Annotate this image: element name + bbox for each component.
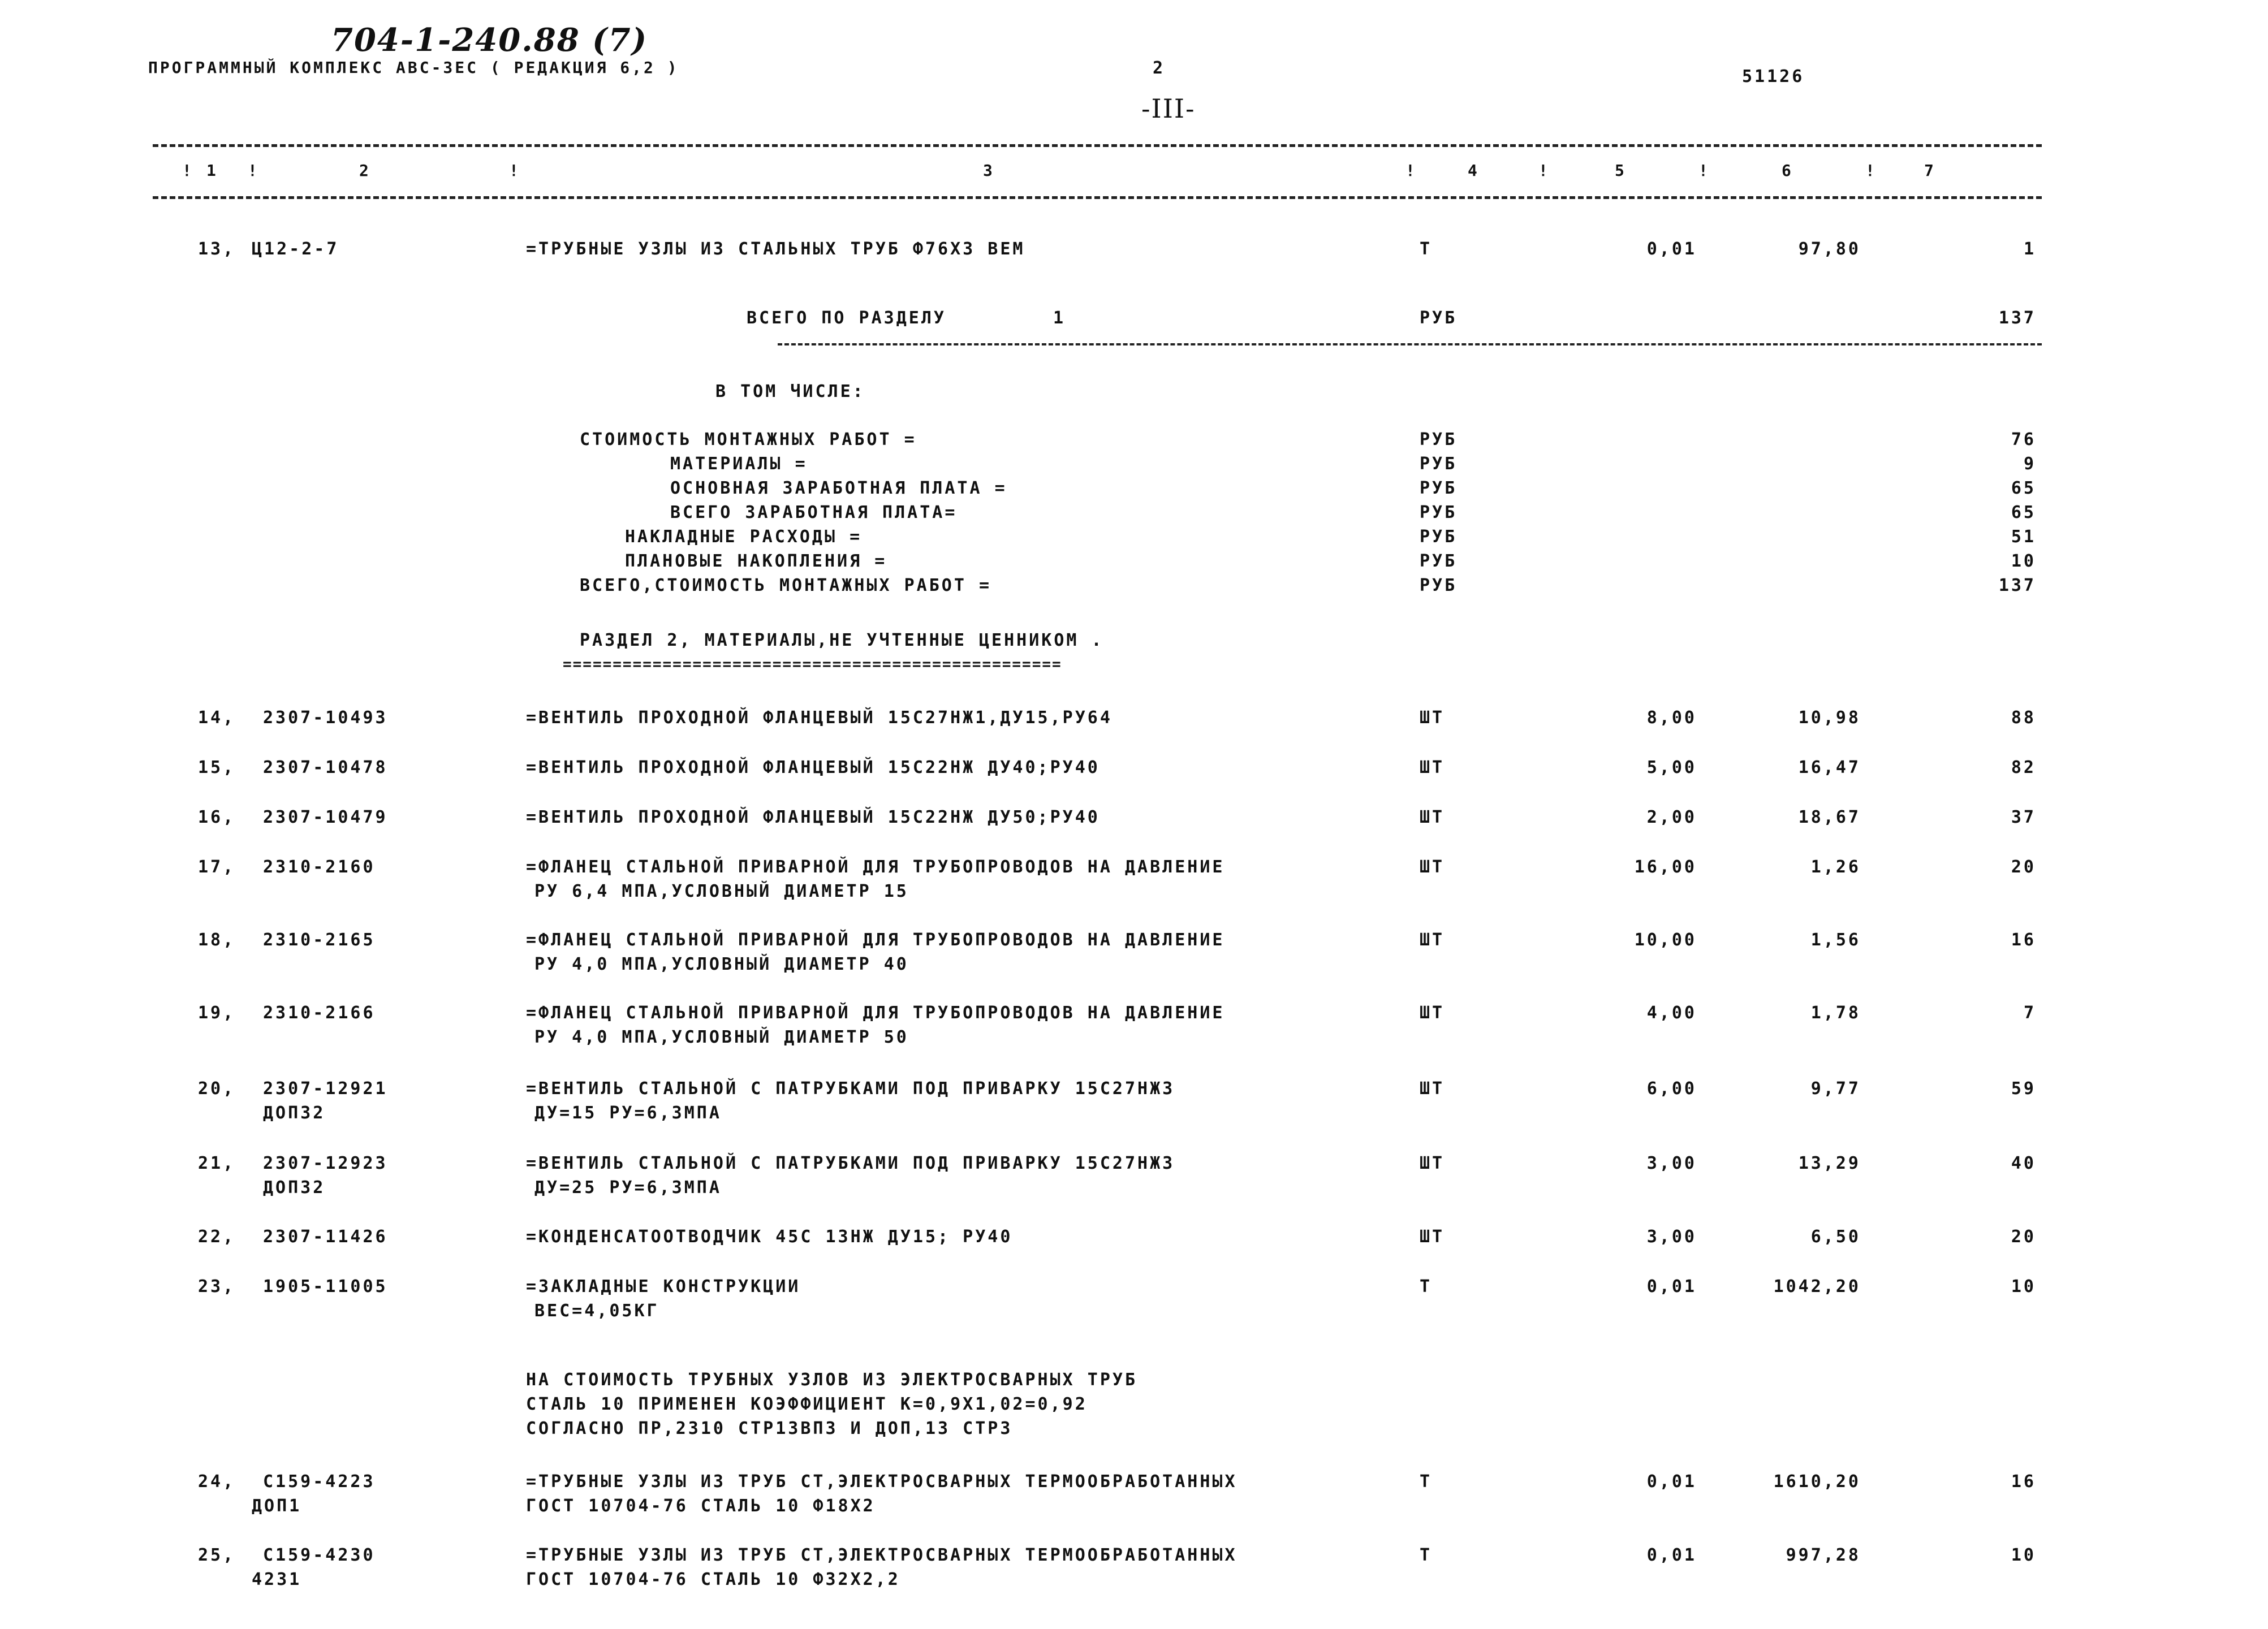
row-description: =ВЕНТИЛЬ ПРОХОДНОЙ ФЛАНЦЕВЫЙ 15С22НЖ ДУ40;РУ40 [526,758,1100,777]
doc-number: 51126 [1742,67,1805,87]
section-total-label: ВСЕГО ПО РАЗДЕЛУ [747,308,946,328]
row-quantity: 3,00 [1646,1153,1697,1173]
row-unit: ШТ [1420,857,1445,877]
row-code: 2310-2166 [263,1003,376,1023]
including-label: В ТОМ ЧИСЛЕ: [715,382,865,401]
col-sep: ! [1405,161,1415,180]
cost-unit: РУБ [1420,503,1458,522]
page-small: 2 [1153,58,1166,78]
col-sep: ! [1538,161,1548,180]
row-price: 18,67 [1798,807,1861,827]
section-total-unit: РУБ [1420,308,1458,328]
row-code: 2307-10478 [263,758,388,777]
row-total: 59 [2011,1079,2036,1099]
row-unit: Т [1420,1277,1433,1297]
col-sep: ! [248,161,257,180]
program-line: ПРОГРАММНЫЙ КОМПЛЕКС АВС-3ЕС ( РЕДАКЦИЯ 6,2 ) [148,58,679,77]
row-total: 37 [2011,807,2036,827]
row-description-continued: РУ 6,4 МПА,УСЛОВНЫЙ ДИАМЕТР 15 [534,882,909,901]
cost-label: СТОИМОСТЬ МОНТАЖНЫХ РАБОТ = [580,430,917,450]
row-code: 2307-10479 [263,807,388,827]
row-unit: Т [1420,1472,1433,1492]
row-price: 997,28 [1786,1545,1861,1565]
row-code: 2307-11426 [263,1227,388,1247]
row-price: 1042,20 [1773,1277,1861,1297]
row-quantity: 10,00 [1634,930,1697,950]
cost-unit: РУБ [1420,551,1458,571]
row-number: 20, [198,1079,236,1099]
row-number: 25, [198,1545,236,1565]
row-quantity: 0,01 [1646,239,1697,259]
row-price: 97,80 [1798,239,1861,259]
cost-label: ВСЕГО ЗАРАБОТНАЯ ПЛАТА= [670,503,958,522]
row-description: =ТРУБНЫЕ УЗЛЫ ИЗ ТРУБ СТ,ЭЛЕКТРОСВАРНЫХ ТЕРМООБРАБОТАННЫХ [526,1545,1238,1565]
row-number: 23, [198,1277,236,1297]
cost-label: ПЛАНОВЫЕ НАКОПЛЕНИЯ = [625,551,887,571]
row-total: 16 [2011,930,2036,950]
row-quantity: 5,00 [1646,758,1697,777]
row-description-continued: ГОСТ 10704-76 СТАЛЬ 10 Ф18Х2 [526,1496,876,1516]
row-total: 88 [2011,708,2036,728]
row-description: =КОНДЕНСАТООТВОДЧИК 45С 13НЖ ДУ15; РУ40 [526,1227,1013,1247]
row-price: 10,98 [1798,708,1861,728]
row-code: 2307-12921 [263,1079,388,1099]
row-unit: ШТ [1420,807,1445,827]
col-sep: ! [509,161,519,180]
cost-unit: РУБ [1420,478,1458,498]
row-number: 17, [198,857,236,877]
row-code: 2307-10493 [263,708,388,728]
handwritten-code: 704-1-240.88 (7) [331,21,648,59]
cost-unit: РУБ [1420,454,1458,474]
cost-label: ВСЕГО,СТОИМОСТЬ МОНТАЖНЫХ РАБОТ = [580,576,992,595]
header-top-separator [153,144,2042,147]
section-total-value: 137 [1998,308,2036,328]
row-code: 1905-11005 [263,1277,388,1297]
row-quantity: 16,00 [1634,857,1697,877]
row-quantity: 3,00 [1646,1227,1697,1247]
row-price: 13,29 [1798,1153,1861,1173]
row-code: Ц12-2-7 [252,239,339,259]
row-unit: ШТ [1420,1003,1445,1023]
row-description: =ВЕНТИЛЬ ПРОХОДНОЙ ФЛАНЦЕВЫЙ 15С27НЖ1,ДУ15,РУ64 [526,708,1113,728]
row-total: 20 [2011,1227,2036,1247]
row-price: 1,78 [1810,1003,1861,1023]
row-description-continued: ДУ=15 РУ=6,3МПА [534,1103,722,1123]
header-bottom-separator [153,196,2042,199]
row-quantity: 8,00 [1646,708,1697,728]
row-code-continued: 4231 [252,1570,302,1589]
row-code-continued: ДОП32 [263,1178,326,1198]
row-code-continued: ДОП32 [263,1103,326,1123]
row-number: 19, [198,1003,236,1023]
cost-value: 137 [1998,576,2036,595]
row-unit: ШТ [1420,708,1445,728]
column-number-4: 4 [1468,161,1477,180]
note-line: СОГЛАСНО ПР,2310 СТР13ВП3 И ДОП,13 СТР3 [526,1419,1013,1438]
row-description: =ФЛАНЕЦ СТАЛЬНОЙ ПРИВАРНОЙ ДЛЯ ТРУБОПРОВОДОВ НА ДАВЛЕНИЕ [526,930,1225,950]
row-unit: ШТ [1420,1153,1445,1173]
col-sep: ! [1865,161,1875,180]
row-description: =ЗАКЛАДНЫЕ КОНСТРУКЦИИ [526,1277,801,1297]
row-total: 7 [2023,1003,2036,1023]
cost-unit: РУБ [1420,527,1458,547]
cost-value: 76 [2011,430,2036,450]
row-number: 24, [198,1472,236,1492]
row-description: =ВЕНТИЛЬ ПРОХОДНОЙ ФЛАНЦЕВЫЙ 15С22НЖ ДУ50;РУ40 [526,807,1100,827]
row-code: С159-4223 [263,1472,376,1492]
row-price: 1,26 [1810,857,1861,877]
row-number: 22, [198,1227,236,1247]
row-code-continued: ДОП1 [252,1496,302,1516]
cost-label: НАКЛАДНЫЕ РАСХОДЫ = [625,527,863,547]
row-price: 9,77 [1810,1079,1861,1099]
row-description: =ТРУБНЫЕ УЗЛЫ ИЗ СТАЛЬНЫХ ТРУБ Ф76Х3 ВЕМ [526,239,1025,259]
row-total: 10 [2011,1277,2036,1297]
row-number: 16, [198,807,236,827]
section-total-number: 1 [1053,308,1066,328]
column-number-2: 2 [359,161,369,180]
row-quantity: 0,01 [1646,1277,1697,1297]
row-number: 14, [198,708,236,728]
row-price: 1610,20 [1773,1472,1861,1492]
row-description-continued: РУ 4,0 МПА,УСЛОВНЫЙ ДИАМЕТР 40 [534,954,909,974]
row-quantity: 6,00 [1646,1079,1697,1099]
row-description: =ТРУБНЫЕ УЗЛЫ ИЗ ТРУБ СТ,ЭЛЕКТРОСВАРНЫХ ТЕРМООБРАБОТАННЫХ [526,1472,1238,1492]
row-description-continued: ВЕС=4,05КГ [534,1301,659,1321]
page-roman: -III- [1141,93,1196,124]
row-code: 2310-2165 [263,930,376,950]
row-description: =ВЕНТИЛЬ СТАЛЬНОЙ С ПАТРУБКАМИ ПОД ПРИВАРКУ 15С27НЖ3 [526,1079,1175,1099]
row-total: 16 [2011,1472,2036,1492]
column-number-7: 7 [1924,161,1934,180]
section2-title: РАЗДЕЛ 2, МАТЕРИАЛЫ,НЕ УЧТЕННЫЕ ЦЕННИКОМ . [580,630,1104,650]
cost-value: 9 [2023,454,2036,474]
section2-underline: ================================================== [563,656,1062,673]
col-sep: ! [182,161,192,180]
cost-unit: РУБ [1420,576,1458,595]
row-unit: ШТ [1420,1079,1445,1099]
row-price: 1,56 [1810,930,1861,950]
row-price: 16,47 [1798,758,1861,777]
row-quantity: 0,01 [1646,1472,1697,1492]
row-code: 2307-12923 [263,1153,388,1173]
cost-value: 51 [2011,527,2036,547]
row-unit: ШТ [1420,758,1445,777]
column-number-6: 6 [1782,161,1791,180]
row-description-continued: ГОСТ 10704-76 СТАЛЬ 10 Ф32Х2,2 [526,1570,900,1589]
row-unit: Т [1420,239,1433,259]
row-number: 18, [198,930,236,950]
row-description-continued: ДУ=25 РУ=6,3МПА [534,1178,722,1198]
row-total: 10 [2011,1545,2036,1565]
row-description: =ФЛАНЕЦ СТАЛЬНОЙ ПРИВАРНОЙ ДЛЯ ТРУБОПРОВОДОВ НА ДАВЛЕНИЕ [526,1003,1225,1023]
row-number: 13, [198,239,236,259]
row-description: =ВЕНТИЛЬ СТАЛЬНОЙ С ПАТРУБКАМИ ПОД ПРИВАРКУ 15С27НЖ3 [526,1153,1175,1173]
section-total-separator [778,343,2042,345]
row-total: 40 [2011,1153,2036,1173]
row-unit: ШТ [1420,930,1445,950]
row-total: 82 [2011,758,2036,777]
col-sep: ! [1698,161,1708,180]
row-total: 20 [2011,857,2036,877]
row-number: 15, [198,758,236,777]
row-unit: ШТ [1420,1227,1445,1247]
column-number-5: 5 [1615,161,1624,180]
row-quantity: 0,01 [1646,1545,1697,1565]
column-number-1: 1 [206,161,216,180]
row-total: 1 [2023,239,2036,259]
cost-label: ОСНОВНАЯ ЗАРАБОТНАЯ ПЛАТА = [670,478,1007,498]
row-code: С159-4230 [263,1545,376,1565]
row-number: 21, [198,1153,236,1173]
row-unit: Т [1420,1545,1433,1565]
row-description: =ФЛАНЕЦ СТАЛЬНОЙ ПРИВАРНОЙ ДЛЯ ТРУБОПРОВОДОВ НА ДАВЛЕНИЕ [526,857,1225,877]
cost-value: 65 [2011,478,2036,498]
row-description-continued: РУ 4,0 МПА,УСЛОВНЫЙ ДИАМЕТР 50 [534,1027,909,1047]
cost-value: 10 [2011,551,2036,571]
row-quantity: 4,00 [1646,1003,1697,1023]
row-code: 2310-2160 [263,857,376,877]
row-quantity: 2,00 [1646,807,1697,827]
column-number-3: 3 [983,161,993,180]
cost-unit: РУБ [1420,430,1458,450]
note-line: СТАЛЬ 10 ПРИМЕНЕН КОЭФФИЦИЕНТ К=0,9Х1,02=0,92 [526,1394,1088,1414]
cost-label: МАТЕРИАЛЫ = [670,454,808,474]
row-price: 6,50 [1810,1227,1861,1247]
note-line: НА СТОИМОСТЬ ТРУБНЫХ УЗЛОВ ИЗ ЭЛЕКТРОСВАРНЫХ ТРУБ [526,1370,1138,1390]
cost-value: 65 [2011,503,2036,522]
